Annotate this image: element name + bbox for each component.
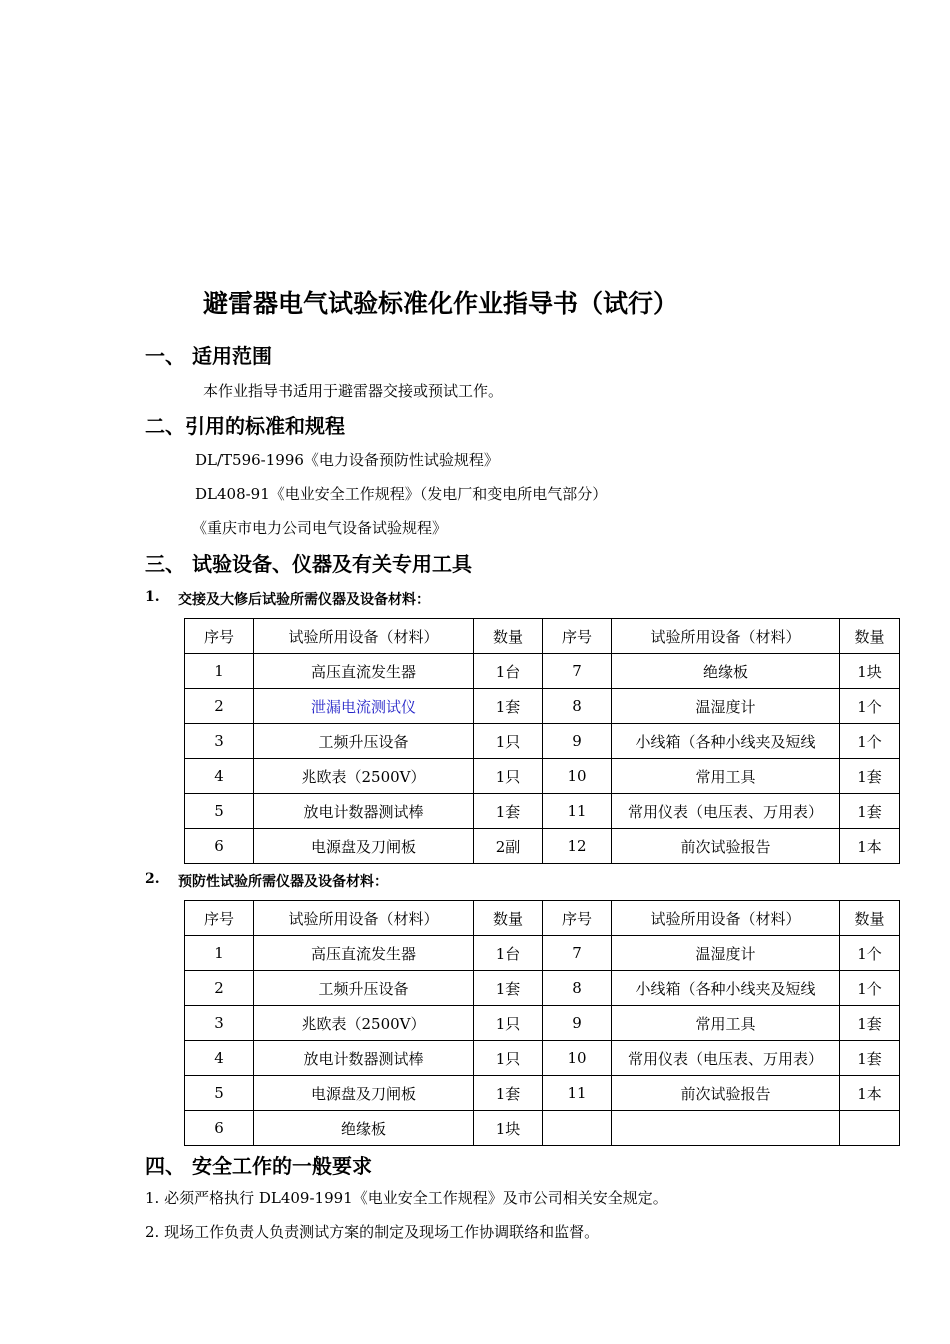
seq-cell: 9 xyxy=(543,1006,612,1041)
section-1-text: 本作业指导书适用于避雷器交接或预试工作。 xyxy=(203,382,504,400)
quantity-cell: 1套 xyxy=(840,794,900,829)
table-row xyxy=(185,1111,900,1146)
table-row xyxy=(185,1006,900,1041)
quantity-cell: 1个 xyxy=(840,689,900,724)
header-cell: 数量 xyxy=(840,901,900,936)
quantity-cell: 1只 xyxy=(474,1041,543,1076)
quantity-cell: 1块 xyxy=(474,1111,543,1146)
seq-cell: 7 xyxy=(543,936,612,971)
quantity-cell: 1本 xyxy=(840,829,900,864)
section-3-heading: 三、 试验设备、仪器及有关专用工具 xyxy=(145,552,472,576)
seq-cell: 10 xyxy=(543,759,612,794)
seq-cell: 7 xyxy=(543,654,612,689)
seq-cell: 3 xyxy=(185,1006,254,1041)
header-cell: 序号 xyxy=(543,901,612,936)
table-row xyxy=(185,654,900,689)
table-row xyxy=(185,971,900,1006)
seq-cell xyxy=(543,1111,612,1146)
seq-cell: 6 xyxy=(185,829,254,864)
seq-cell: 2 xyxy=(185,971,254,1006)
quantity-cell: 1套 xyxy=(840,1041,900,1076)
seq-cell: 4 xyxy=(185,1041,254,1076)
table-row xyxy=(185,794,900,829)
safety-requirement-item: 2. 现场工作负责人负责测试方案的制定及现场工作协调联络和监督。 xyxy=(145,1223,600,1241)
table-row xyxy=(185,936,900,971)
header-cell: 序号 xyxy=(543,619,612,654)
equipment-cell: 绝缘板 xyxy=(254,1111,474,1146)
quantity-cell: 1只 xyxy=(474,759,543,794)
seq-cell: 9 xyxy=(543,724,612,759)
quantity-cell: 1套 xyxy=(474,794,543,829)
header-cell: 数量 xyxy=(840,619,900,654)
equipment-cell: 工频升压设备 xyxy=(254,724,474,759)
section-2-heading: 二、引用的标准和规程 xyxy=(145,414,345,438)
seq-cell: 11 xyxy=(543,1076,612,1111)
section-4-heading: 四、 安全工作的一般要求 xyxy=(145,1154,372,1178)
subsection-2-title: 预防性试验所需仪器及设备材料： xyxy=(178,874,388,890)
quantity-cell: 1台 xyxy=(474,654,543,689)
equipment-cell: 温湿度计 xyxy=(612,936,840,971)
seq-cell: 12 xyxy=(543,829,612,864)
header-cell: 数量 xyxy=(474,619,543,654)
quantity-cell: 1个 xyxy=(840,971,900,1006)
reference-item: 《重庆市电力公司电气设备试验规程》 xyxy=(192,519,448,537)
equipment-link[interactable]: 泄漏电流测试仪 xyxy=(254,689,474,724)
equipment-cell: 前次试验报告 xyxy=(612,829,840,864)
equipment-cell: 绝缘板 xyxy=(612,654,840,689)
quantity-cell: 1套 xyxy=(474,971,543,1006)
equipment-cell: 常用工具 xyxy=(612,759,840,794)
reference-item: DL408-91《电业安全工作规程》（发电厂和变电所电气部分） xyxy=(195,485,608,503)
seq-cell: 4 xyxy=(185,759,254,794)
seq-cell: 8 xyxy=(543,971,612,1006)
header-cell: 试验所用设备（材料） xyxy=(612,901,840,936)
quantity-cell xyxy=(840,1111,900,1146)
seq-cell: 8 xyxy=(543,689,612,724)
header-cell: 序号 xyxy=(185,901,254,936)
equipment-cell: 高压直流发生器 xyxy=(254,654,474,689)
equipment-table-preventive xyxy=(184,900,900,1146)
seq-cell: 5 xyxy=(185,1076,254,1111)
quantity-cell: 1只 xyxy=(474,724,543,759)
equipment-cell: 常用仪表（电压表、万用表） xyxy=(612,1041,840,1076)
quantity-cell: 2副 xyxy=(474,829,543,864)
equipment-cell: 兆欧表（2500V） xyxy=(254,1006,474,1041)
quantity-cell: 1套 xyxy=(474,1076,543,1111)
equipment-cell: 工频升压设备 xyxy=(254,971,474,1006)
equipment-cell: 常用仪表（电压表、万用表） xyxy=(612,794,840,829)
quantity-cell: 1套 xyxy=(474,689,543,724)
table-row xyxy=(185,689,900,724)
equipment-cell: 电源盘及刀闸板 xyxy=(254,829,474,864)
equipment-cell: 前次试验报告 xyxy=(612,1076,840,1111)
subsection-1-title: 交接及大修后试验所需仪器及设备材料： xyxy=(178,592,430,608)
table-header-row xyxy=(185,901,900,936)
equipment-cell: 放电计数器测试棒 xyxy=(254,794,474,829)
seq-cell: 1 xyxy=(185,936,254,971)
equipment-cell: 兆欧表（2500V） xyxy=(254,759,474,794)
quantity-cell: 1块 xyxy=(840,654,900,689)
header-cell: 试验所用设备（材料） xyxy=(254,619,474,654)
equipment-table-handover xyxy=(184,618,900,864)
quantity-cell: 1个 xyxy=(840,724,900,759)
seq-cell: 2 xyxy=(185,689,254,724)
quantity-cell: 1本 xyxy=(840,1076,900,1111)
equipment-cell: 温湿度计 xyxy=(612,689,840,724)
header-cell: 试验所用设备（材料） xyxy=(254,901,474,936)
quantity-cell: 1套 xyxy=(840,759,900,794)
subsection-2-number: 2. xyxy=(145,871,160,887)
seq-cell: 11 xyxy=(543,794,612,829)
quantity-cell: 1个 xyxy=(840,936,900,971)
seq-cell: 5 xyxy=(185,794,254,829)
document-title: 避雷器电气试验标准化作业指导书（试行） xyxy=(203,289,679,318)
header-cell: 数量 xyxy=(474,901,543,936)
table-row xyxy=(185,1076,900,1111)
section-1-heading: 一、 适用范围 xyxy=(145,344,272,368)
header-cell: 试验所用设备（材料） xyxy=(612,619,840,654)
header-cell: 序号 xyxy=(185,619,254,654)
seq-cell: 10 xyxy=(543,1041,612,1076)
equipment-cell: 高压直流发生器 xyxy=(254,936,474,971)
equipment-cell xyxy=(612,1111,840,1146)
equipment-cell: 小线箱（各种小线夹及短线 xyxy=(612,724,840,759)
table-row xyxy=(185,1041,900,1076)
quantity-cell: 1套 xyxy=(840,1006,900,1041)
quantity-cell: 1台 xyxy=(474,936,543,971)
table-row xyxy=(185,724,900,759)
seq-cell: 1 xyxy=(185,654,254,689)
seq-cell: 3 xyxy=(185,724,254,759)
table-header-row xyxy=(185,619,900,654)
table-row xyxy=(185,829,900,864)
reference-item: DL/T596-1996《电力设备预防性试验规程》 xyxy=(195,451,499,469)
table-row xyxy=(185,759,900,794)
equipment-cell: 放电计数器测试棒 xyxy=(254,1041,474,1076)
equipment-cell: 电源盘及刀闸板 xyxy=(254,1076,474,1111)
safety-requirement-item: 1. 必须严格执行 DL409-1991《电业安全工作规程》及市公司相关安全规定。 xyxy=(145,1189,668,1207)
quantity-cell: 1只 xyxy=(474,1006,543,1041)
equipment-cell: 小线箱（各种小线夹及短线 xyxy=(612,971,840,1006)
subsection-1-number: 1. xyxy=(145,589,160,605)
seq-cell: 6 xyxy=(185,1111,254,1146)
equipment-cell: 常用工具 xyxy=(612,1006,840,1041)
